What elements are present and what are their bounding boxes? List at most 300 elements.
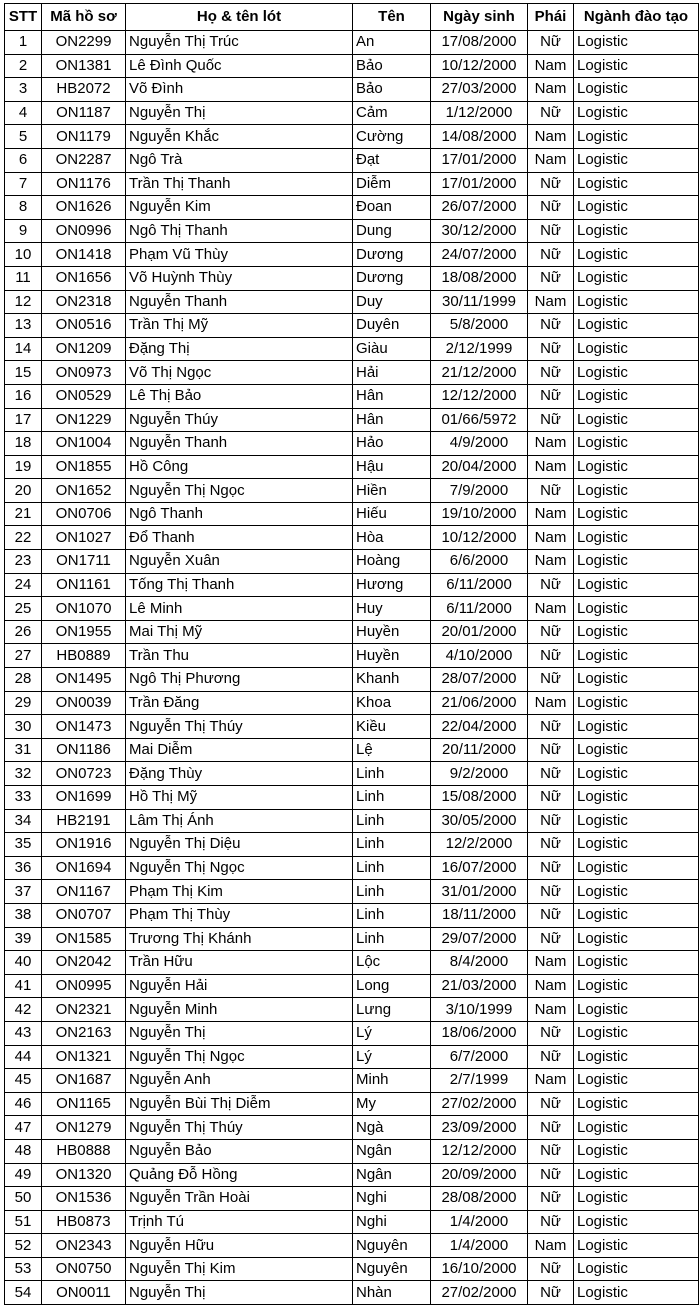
cell-nganh-dao-tao: Logistic	[574, 597, 699, 621]
cell-ten: Hậu	[353, 455, 431, 479]
cell-phai: Nữ	[528, 668, 574, 692]
cell-ma-ho-so: ON1656	[42, 266, 126, 290]
cell-ngay-sinh: 17/01/2000	[431, 148, 528, 172]
cell-ma-ho-so: ON2163	[42, 1021, 126, 1045]
cell-ten: Hiền	[353, 479, 431, 503]
cell-ma-ho-so: HB0888	[42, 1139, 126, 1163]
cell-ma-ho-so: ON1699	[42, 786, 126, 810]
cell-ho-ten-lot: Trương Thị Khánh	[126, 927, 353, 951]
cell-nganh-dao-tao: Logistic	[574, 54, 699, 78]
cell-ten: Long	[353, 974, 431, 998]
header-ten: Tên	[353, 4, 431, 31]
cell-ngay-sinh: 23/09/2000	[431, 1116, 528, 1140]
cell-nganh-dao-tao: Logistic	[574, 1116, 699, 1140]
cell-ten: Kiều	[353, 715, 431, 739]
cell-ma-ho-so: ON0723	[42, 762, 126, 786]
cell-ngay-sinh: 30/11/1999	[431, 290, 528, 314]
cell-nganh-dao-tao: Logistic	[574, 715, 699, 739]
cell-phai: Nữ	[528, 266, 574, 290]
cell-ngay-sinh: 1/4/2000	[431, 1210, 528, 1234]
cell-stt: 16	[5, 384, 42, 408]
cell-ten: Dương	[353, 243, 431, 267]
cell-ma-ho-so: ON1070	[42, 597, 126, 621]
cell-ten: Linh	[353, 880, 431, 904]
cell-ho-ten-lot: Nguyễn Thị Ngọc	[126, 856, 353, 880]
cell-ngay-sinh: 12/12/2000	[431, 1139, 528, 1163]
cell-ngay-sinh: 3/10/1999	[431, 998, 528, 1022]
cell-stt: 28	[5, 668, 42, 692]
cell-ho-ten-lot: Nguyễn Thị Diệu	[126, 833, 353, 857]
cell-phai: Nam	[528, 455, 574, 479]
cell-phai: Nữ	[528, 1092, 574, 1116]
cell-phai: Nam	[528, 1234, 574, 1258]
cell-ho-ten-lot: Trần Thu	[126, 644, 353, 668]
cell-ngay-sinh: 30/12/2000	[431, 219, 528, 243]
cell-ma-ho-so: ON1179	[42, 125, 126, 149]
cell-stt: 18	[5, 432, 42, 456]
cell-ma-ho-so: ON2321	[42, 998, 126, 1022]
cell-ho-ten-lot: Nguyễn Thị Kim	[126, 1257, 353, 1281]
cell-stt: 22	[5, 526, 42, 550]
table-row	[5, 1281, 699, 1305]
table-row	[5, 361, 699, 385]
cell-ma-ho-so: ON0973	[42, 361, 126, 385]
cell-ho-ten-lot: Phạm Thị Thùy	[126, 903, 353, 927]
cell-phai: Nữ	[528, 856, 574, 880]
cell-ngay-sinh: 31/01/2000	[431, 880, 528, 904]
cell-ma-ho-so: ON1321	[42, 1045, 126, 1069]
cell-ten: Hải	[353, 361, 431, 385]
cell-ngay-sinh: 16/10/2000	[431, 1257, 528, 1281]
cell-ma-ho-so: ON1418	[42, 243, 126, 267]
cell-ngay-sinh: 15/08/2000	[431, 786, 528, 810]
cell-ho-ten-lot: Trần Đăng	[126, 691, 353, 715]
cell-ho-ten-lot: Nguyễn Thị	[126, 1021, 353, 1045]
cell-nganh-dao-tao: Logistic	[574, 573, 699, 597]
table-row	[5, 455, 699, 479]
cell-phai: Nữ	[528, 762, 574, 786]
table-row	[5, 290, 699, 314]
cell-ten: Huy	[353, 597, 431, 621]
cell-stt: 29	[5, 691, 42, 715]
cell-ten: Dung	[353, 219, 431, 243]
cell-ngay-sinh: 27/02/2000	[431, 1092, 528, 1116]
cell-phai: Nữ	[528, 243, 574, 267]
table-row	[5, 1045, 699, 1069]
table-row	[5, 432, 699, 456]
cell-phai: Nam	[528, 290, 574, 314]
cell-ho-ten-lot: Nguyễn Anh	[126, 1069, 353, 1093]
cell-phai: Nữ	[528, 880, 574, 904]
cell-stt: 33	[5, 786, 42, 810]
cell-ngay-sinh: 18/11/2000	[431, 903, 528, 927]
cell-ho-ten-lot: Nguyễn Thị	[126, 1281, 353, 1305]
cell-ho-ten-lot: Ngô Trà	[126, 148, 353, 172]
cell-ngay-sinh: 21/03/2000	[431, 974, 528, 998]
cell-ten: Hân	[353, 384, 431, 408]
cell-nganh-dao-tao: Logistic	[574, 880, 699, 904]
table-row	[5, 1234, 699, 1258]
cell-phai: Nữ	[528, 644, 574, 668]
cell-stt: 42	[5, 998, 42, 1022]
cell-stt: 35	[5, 833, 42, 857]
cell-ho-ten-lot: Mai Diễm	[126, 738, 353, 762]
table-row	[5, 1210, 699, 1234]
cell-stt: 46	[5, 1092, 42, 1116]
header-stt: STT	[5, 4, 42, 31]
cell-ho-ten-lot: Nguyễn Thị Thúy	[126, 1116, 353, 1140]
cell-ma-ho-so: ON0039	[42, 691, 126, 715]
cell-ho-ten-lot: Nguyễn Thúy	[126, 408, 353, 432]
cell-stt: 47	[5, 1116, 42, 1140]
cell-ma-ho-so: ON1381	[42, 54, 126, 78]
cell-ngay-sinh: 6/11/2000	[431, 597, 528, 621]
cell-ten: Giàu	[353, 337, 431, 361]
cell-ngay-sinh: 29/07/2000	[431, 927, 528, 951]
cell-phai: Nam	[528, 54, 574, 78]
cell-ho-ten-lot: Hồ Công	[126, 455, 353, 479]
cell-phai: Nữ	[528, 573, 574, 597]
header-phai: Phái	[528, 4, 574, 31]
cell-ngay-sinh: 7/9/2000	[431, 479, 528, 503]
cell-ho-ten-lot: Phạm Thị Kim	[126, 880, 353, 904]
cell-stt: 43	[5, 1021, 42, 1045]
cell-stt: 41	[5, 974, 42, 998]
cell-ho-ten-lot: Phạm Vũ Thùy	[126, 243, 353, 267]
table-row	[5, 502, 699, 526]
table-row	[5, 573, 699, 597]
cell-nganh-dao-tao: Logistic	[574, 243, 699, 267]
cell-phai: Nữ	[528, 1021, 574, 1045]
cell-ngay-sinh: 4/9/2000	[431, 432, 528, 456]
cell-phai: Nữ	[528, 738, 574, 762]
table-row	[5, 1069, 699, 1093]
cell-ten: Ngà	[353, 1116, 431, 1140]
cell-stt: 38	[5, 903, 42, 927]
table-row	[5, 243, 699, 267]
cell-ho-ten-lot: Võ Huỳnh Thùy	[126, 266, 353, 290]
cell-ma-ho-so: ON1320	[42, 1163, 126, 1187]
cell-stt: 21	[5, 502, 42, 526]
cell-phai: Nam	[528, 1069, 574, 1093]
cell-stt: 27	[5, 644, 42, 668]
cell-phai: Nam	[528, 432, 574, 456]
cell-ma-ho-so: ON1229	[42, 408, 126, 432]
cell-ten: Linh	[353, 927, 431, 951]
table-row	[5, 314, 699, 338]
cell-nganh-dao-tao: Logistic	[574, 290, 699, 314]
cell-ngay-sinh: 8/4/2000	[431, 951, 528, 975]
cell-ho-ten-lot: Võ Thị Ngọc	[126, 361, 353, 385]
cell-nganh-dao-tao: Logistic	[574, 78, 699, 102]
table-row	[5, 1187, 699, 1211]
table-row	[5, 668, 699, 692]
cell-phai: Nữ	[528, 172, 574, 196]
cell-ma-ho-so: ON2343	[42, 1234, 126, 1258]
cell-stt: 12	[5, 290, 42, 314]
cell-ma-ho-so: ON1694	[42, 856, 126, 880]
cell-ma-ho-so: ON1279	[42, 1116, 126, 1140]
table-row	[5, 715, 699, 739]
cell-nganh-dao-tao: Logistic	[574, 432, 699, 456]
cell-ho-ten-lot: Nguyễn Kim	[126, 196, 353, 220]
cell-ngay-sinh: 6/7/2000	[431, 1045, 528, 1069]
cell-ten: Ngân	[353, 1139, 431, 1163]
cell-phai: Nữ	[528, 314, 574, 338]
table-row	[5, 809, 699, 833]
cell-ten: Nghi	[353, 1187, 431, 1211]
cell-ngay-sinh: 26/07/2000	[431, 196, 528, 220]
cell-ten: Lộc	[353, 951, 431, 975]
cell-stt: 3	[5, 78, 42, 102]
cell-stt: 15	[5, 361, 42, 385]
cell-nganh-dao-tao: Logistic	[574, 1281, 699, 1305]
cell-stt: 19	[5, 455, 42, 479]
cell-ho-ten-lot: Nguyễn Thị Ngọc	[126, 479, 353, 503]
cell-stt: 11	[5, 266, 42, 290]
table-row	[5, 196, 699, 220]
cell-ngay-sinh: 17/08/2000	[431, 31, 528, 55]
cell-ten: Khanh	[353, 668, 431, 692]
cell-nganh-dao-tao: Logistic	[574, 1092, 699, 1116]
cell-ho-ten-lot: Mai Thị Mỹ	[126, 620, 353, 644]
table-row	[5, 526, 699, 550]
cell-phai: Nữ	[528, 1281, 574, 1305]
cell-nganh-dao-tao: Logistic	[574, 644, 699, 668]
cell-nganh-dao-tao: Logistic	[574, 809, 699, 833]
cell-ma-ho-so: ON0995	[42, 974, 126, 998]
cell-phai: Nam	[528, 691, 574, 715]
cell-ten: Bảo	[353, 54, 431, 78]
cell-ma-ho-so: ON1176	[42, 172, 126, 196]
cell-phai: Nữ	[528, 31, 574, 55]
table-row	[5, 1092, 699, 1116]
cell-ho-ten-lot: Lê Minh	[126, 597, 353, 621]
cell-ma-ho-so: ON1209	[42, 337, 126, 361]
cell-phai: Nam	[528, 78, 574, 102]
table-row	[5, 786, 699, 810]
cell-ngay-sinh: 16/07/2000	[431, 856, 528, 880]
header-ngay-sinh: Ngày sinh	[431, 4, 528, 31]
cell-ngay-sinh: 22/04/2000	[431, 715, 528, 739]
cell-stt: 5	[5, 125, 42, 149]
cell-ma-ho-so: ON2318	[42, 290, 126, 314]
cell-stt: 31	[5, 738, 42, 762]
cell-nganh-dao-tao: Logistic	[574, 125, 699, 149]
cell-ma-ho-so: ON1004	[42, 432, 126, 456]
cell-nganh-dao-tao: Logistic	[574, 266, 699, 290]
cell-ngay-sinh: 20/01/2000	[431, 620, 528, 644]
cell-ma-ho-so: ON1652	[42, 479, 126, 503]
cell-ma-ho-so: ON0707	[42, 903, 126, 927]
cell-phai: Nữ	[528, 1116, 574, 1140]
cell-phai: Nam	[528, 502, 574, 526]
cell-stt: 30	[5, 715, 42, 739]
cell-ngay-sinh: 1/12/2000	[431, 101, 528, 125]
cell-ngay-sinh: 17/01/2000	[431, 172, 528, 196]
cell-phai: Nữ	[528, 927, 574, 951]
cell-nganh-dao-tao: Logistic	[574, 738, 699, 762]
cell-ngay-sinh: 9/2/2000	[431, 762, 528, 786]
cell-ten: Linh	[353, 762, 431, 786]
cell-ten: Khoa	[353, 691, 431, 715]
table-row	[5, 337, 699, 361]
cell-nganh-dao-tao: Logistic	[574, 1045, 699, 1069]
table-row	[5, 620, 699, 644]
cell-ten: Nhàn	[353, 1281, 431, 1305]
cell-stt: 2	[5, 54, 42, 78]
cell-ma-ho-so: HB2072	[42, 78, 126, 102]
table-row	[5, 762, 699, 786]
cell-ngay-sinh: 20/04/2000	[431, 455, 528, 479]
cell-ma-ho-so: HB0873	[42, 1210, 126, 1234]
cell-stt: 52	[5, 1234, 42, 1258]
cell-ten: Duy	[353, 290, 431, 314]
cell-phai: Nữ	[528, 361, 574, 385]
cell-ngay-sinh: 28/07/2000	[431, 668, 528, 692]
cell-ho-ten-lot: Nguyễn Thanh	[126, 432, 353, 456]
header-ma-ho-so: Mã hồ sơ	[42, 4, 126, 31]
table-row	[5, 172, 699, 196]
cell-stt: 4	[5, 101, 42, 125]
cell-ten: My	[353, 1092, 431, 1116]
cell-ho-ten-lot: Nguyễn Trần Hoài	[126, 1187, 353, 1211]
table-row	[5, 550, 699, 574]
cell-ten: Ngân	[353, 1163, 431, 1187]
cell-nganh-dao-tao: Logistic	[574, 1234, 699, 1258]
cell-nganh-dao-tao: Logistic	[574, 668, 699, 692]
cell-phai: Nữ	[528, 1210, 574, 1234]
cell-nganh-dao-tao: Logistic	[574, 691, 699, 715]
cell-ho-ten-lot: Trần Hữu	[126, 951, 353, 975]
cell-ten: Hòa	[353, 526, 431, 550]
cell-ngay-sinh: 30/05/2000	[431, 809, 528, 833]
cell-nganh-dao-tao: Logistic	[574, 1257, 699, 1281]
cell-ten: Đoan	[353, 196, 431, 220]
cell-nganh-dao-tao: Logistic	[574, 172, 699, 196]
cell-nganh-dao-tao: Logistic	[574, 951, 699, 975]
cell-stt: 39	[5, 927, 42, 951]
cell-ho-ten-lot: Nguyễn Thanh	[126, 290, 353, 314]
cell-ma-ho-so: ON1027	[42, 526, 126, 550]
cell-ngay-sinh: 01/66/5972	[431, 408, 528, 432]
cell-stt: 13	[5, 314, 42, 338]
cell-ma-ho-so: ON1585	[42, 927, 126, 951]
table-row	[5, 219, 699, 243]
header-row	[5, 4, 699, 31]
cell-ten: Linh	[353, 903, 431, 927]
cell-stt: 40	[5, 951, 42, 975]
table-row	[5, 31, 699, 55]
cell-ho-ten-lot: Nguyễn Khắc	[126, 125, 353, 149]
cell-stt: 7	[5, 172, 42, 196]
cell-ho-ten-lot: Đổ Thanh	[126, 526, 353, 550]
table-row	[5, 856, 699, 880]
cell-ten: Dương	[353, 266, 431, 290]
cell-stt: 49	[5, 1163, 42, 1187]
cell-ten: Đạt	[353, 148, 431, 172]
cell-ten: Duyên	[353, 314, 431, 338]
table-row	[5, 738, 699, 762]
cell-ngay-sinh: 2/7/1999	[431, 1069, 528, 1093]
cell-nganh-dao-tao: Logistic	[574, 408, 699, 432]
cell-nganh-dao-tao: Logistic	[574, 455, 699, 479]
cell-phai: Nữ	[528, 809, 574, 833]
cell-phai: Nữ	[528, 903, 574, 927]
cell-ngay-sinh: 4/10/2000	[431, 644, 528, 668]
table-row	[5, 691, 699, 715]
cell-ma-ho-so: HB2191	[42, 809, 126, 833]
cell-ma-ho-so: ON0996	[42, 219, 126, 243]
cell-ho-ten-lot: Quảng Đỗ Hồng	[126, 1163, 353, 1187]
cell-ten: Linh	[353, 809, 431, 833]
cell-ma-ho-so: ON0750	[42, 1257, 126, 1281]
cell-ho-ten-lot: Nguyễn Minh	[126, 998, 353, 1022]
cell-phai: Nam	[528, 951, 574, 975]
cell-ten: Hoàng	[353, 550, 431, 574]
cell-stt: 36	[5, 856, 42, 880]
cell-ma-ho-so: ON2042	[42, 951, 126, 975]
cell-phai: Nữ	[528, 479, 574, 503]
cell-nganh-dao-tao: Logistic	[574, 479, 699, 503]
cell-phai: Nữ	[528, 620, 574, 644]
table-row	[5, 998, 699, 1022]
table-row	[5, 974, 699, 998]
cell-ho-ten-lot: Nguyễn Thị Ngọc	[126, 1045, 353, 1069]
cell-phai: Nữ	[528, 196, 574, 220]
cell-phai: Nữ	[528, 101, 574, 125]
cell-stt: 37	[5, 880, 42, 904]
cell-nganh-dao-tao: Logistic	[574, 1187, 699, 1211]
cell-stt: 34	[5, 809, 42, 833]
table-row	[5, 644, 699, 668]
cell-ma-ho-so: ON1687	[42, 1069, 126, 1093]
cell-nganh-dao-tao: Logistic	[574, 31, 699, 55]
table-row	[5, 927, 699, 951]
cell-ho-ten-lot: Đặng Thị	[126, 337, 353, 361]
table-row	[5, 880, 699, 904]
cell-ho-ten-lot: Ngô Thị Phương	[126, 668, 353, 692]
table-row	[5, 479, 699, 503]
cell-ho-ten-lot: Nguyễn Bảo	[126, 1139, 353, 1163]
cell-ngay-sinh: 10/12/2000	[431, 54, 528, 78]
cell-ten: Nguyên	[353, 1234, 431, 1258]
cell-ma-ho-so: HB0889	[42, 644, 126, 668]
cell-ho-ten-lot: Nguyễn Thị Thúy	[126, 715, 353, 739]
cell-ma-ho-so: ON1161	[42, 573, 126, 597]
cell-ten: Linh	[353, 786, 431, 810]
cell-ho-ten-lot: Nguyễn Bùi Thị Diễm	[126, 1092, 353, 1116]
table-row	[5, 903, 699, 927]
cell-ho-ten-lot: Trịnh Tú	[126, 1210, 353, 1234]
cell-stt: 25	[5, 597, 42, 621]
cell-stt: 44	[5, 1045, 42, 1069]
cell-ngay-sinh: 6/11/2000	[431, 573, 528, 597]
cell-nganh-dao-tao: Logistic	[574, 1021, 699, 1045]
cell-ngay-sinh: 21/12/2000	[431, 361, 528, 385]
table-row	[5, 101, 699, 125]
cell-ma-ho-so: ON0706	[42, 502, 126, 526]
cell-ngay-sinh: 21/06/2000	[431, 691, 528, 715]
cell-ho-ten-lot: Trần Thị Thanh	[126, 172, 353, 196]
cell-ngay-sinh: 1/4/2000	[431, 1234, 528, 1258]
table-row	[5, 833, 699, 857]
cell-phai: Nữ	[528, 1187, 574, 1211]
cell-phai: Nữ	[528, 337, 574, 361]
cell-stt: 14	[5, 337, 42, 361]
cell-ma-ho-so: ON1955	[42, 620, 126, 644]
cell-ngay-sinh: 18/08/2000	[431, 266, 528, 290]
